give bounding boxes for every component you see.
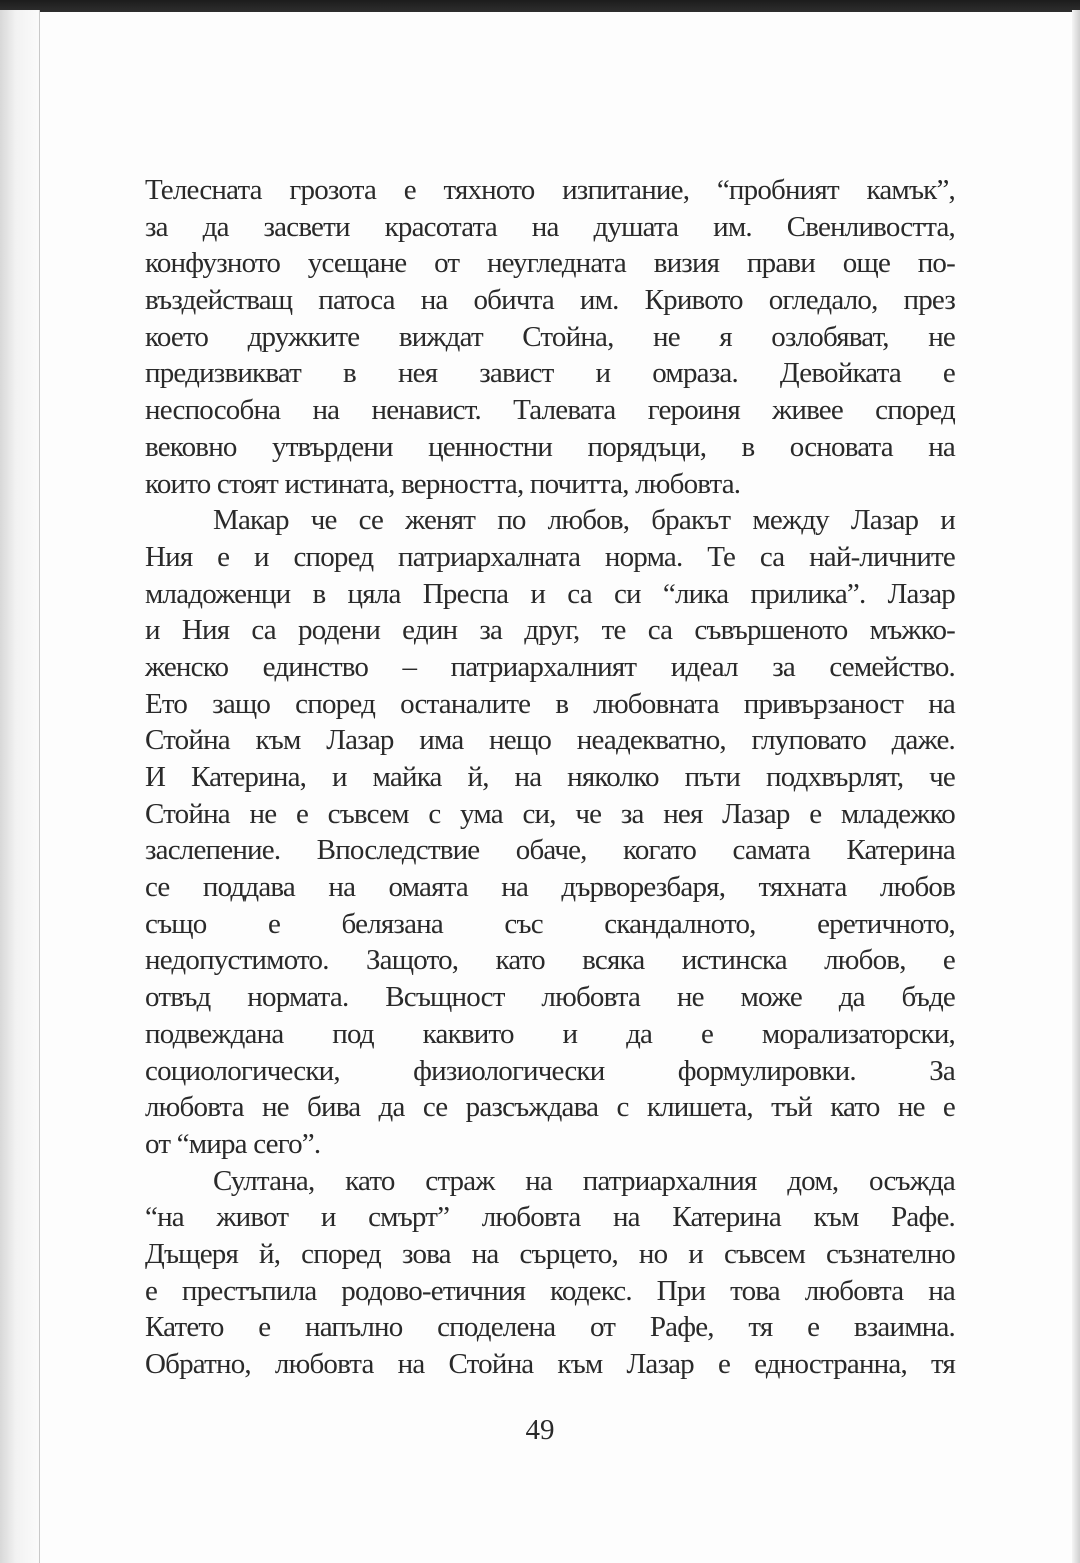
- text-line: които стоят истината, верността, почитта, любовта.: [145, 467, 741, 500]
- text-line: е престъпила родово-етичния кодекс. При това любовта на: [145, 1274, 955, 1307]
- text-line: се поддава на омаята на дърворезбаря, тяхната любов: [145, 871, 955, 904]
- text-line: от “мира сего”.: [145, 1127, 321, 1160]
- text-line: което дружките виждат Стойна, не я озлобяват, не: [145, 320, 955, 353]
- text-line: предизвикват в нея завист и омраза. Девойката е: [145, 357, 955, 390]
- text-line: Телесната грозота е тяхното изпитание, “пробният камък”,: [145, 174, 955, 206]
- scan-top-edge: [0, 0, 1080, 12]
- text-line: и Ния са родени един за друг, те са съвършеното мъжко-: [145, 614, 955, 647]
- text-line: конфузното усещане от неугледната визия прави още по-: [145, 247, 955, 280]
- text-line: отвъд нормата. Всъщност любовта не може да бъде: [145, 981, 955, 1014]
- text-line: въздействащ патоса на обичта им. Кривото огледало, през: [145, 284, 955, 317]
- text-line: Обратно, любовта на Стойна към Лазар е едностранна, тя: [145, 1348, 955, 1380]
- text-line: за да засвети красотата на душата им. Свенливостта,: [145, 210, 955, 243]
- text-line: младоженци в цяла Преспа и са си “лика прилика”. Лазар: [145, 577, 955, 610]
- text-line: И Катерина, и майка й, на няколко пъти подхвърлят, че: [145, 761, 955, 793]
- text-line: Макар че се женят по любов, бракът между Лазар и: [213, 504, 955, 537]
- text-line: Дъщеря й, според зова на сърцето, но и съвсем съзнателно: [145, 1237, 955, 1270]
- text-line: любовта не бива да се разсъждава с клишета, тъй като не е: [145, 1091, 955, 1124]
- text-line: подвеждана под каквито и да е морализаторски,: [145, 1017, 955, 1050]
- page-number: 49: [525, 1414, 555, 1446]
- text-line: Ния е и според патриархалната норма. Те са най-личните: [145, 540, 955, 573]
- text-line: Стойна не е съвсем с ума си, че за нея Лазар е младежко: [145, 797, 955, 830]
- text-line: неспособна на ненавист. Талевата героиня живее според: [145, 394, 955, 427]
- scan-right-edge: [1072, 10, 1080, 1563]
- text-line: също е белязана със скандалното, еретичното,: [145, 907, 955, 940]
- text-line: “на живот и смърт” любовта на Катерина към Рафе.: [145, 1201, 955, 1234]
- body-text: [145, 172, 955, 1383]
- text-line: недопустимото. Защото, като всяка истинска любов, е: [145, 944, 955, 977]
- text-line: Катето е напълно споделена от Рафе, тя е взаимна.: [145, 1311, 955, 1344]
- text-line: заслепение. Впоследствие обаче, когато самата Катерина: [145, 834, 955, 867]
- text-line: Ето защо според останалите в любовната привързаност на: [145, 687, 955, 720]
- book-gutter-edge: [0, 10, 40, 1563]
- text-line: вековно утвърдени ценностни порядъци, в основата на: [145, 430, 955, 463]
- text-line: женско единство – патриархалният идеал за семейство.: [145, 650, 955, 683]
- text-line: Стойна към Лазар има нещо неадекватно, глуповато даже.: [145, 724, 955, 757]
- text-line: Султана, като страж на патриархалния дом, осъжда: [213, 1164, 955, 1197]
- text-line: социологически, физиологически формулировки. За: [145, 1054, 955, 1087]
